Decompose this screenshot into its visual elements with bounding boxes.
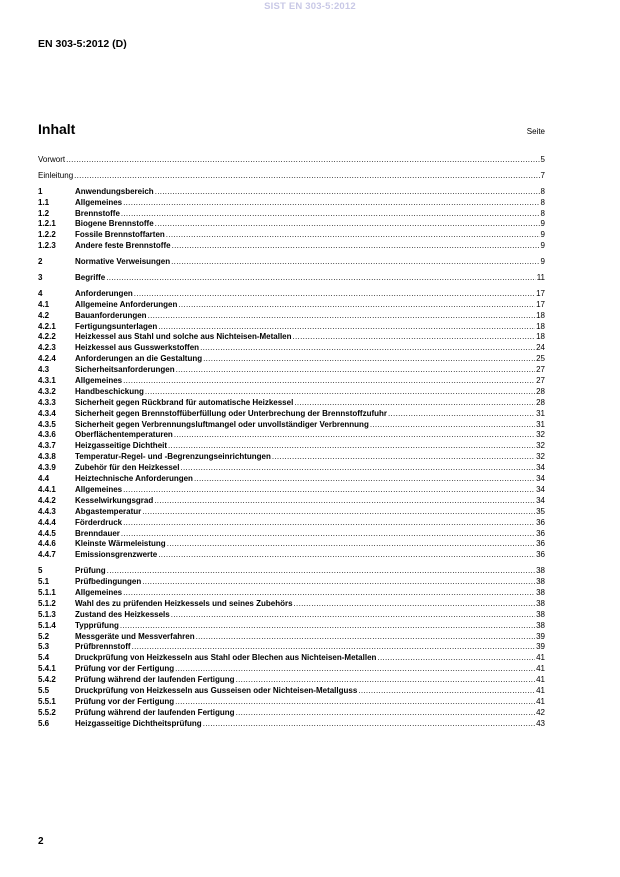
toc-entry-page: 32 <box>536 430 545 440</box>
toc-entry-number: 4.2.3 <box>38 343 56 353</box>
toc-entry-number: 2 <box>38 257 43 267</box>
toc-entry-page: 31 <box>536 408 545 418</box>
toc-leader-dots <box>121 209 540 220</box>
toc-heading: Inhalt <box>38 121 76 137</box>
toc-entry[interactable] <box>38 376 545 387</box>
toc-entry-title: Prüfung vor der Fertigung <box>75 664 175 674</box>
toc-entry[interactable] <box>38 219 545 230</box>
toc-entry-title: Fertigungsunterlagen <box>75 321 158 331</box>
toc-leader-dots <box>293 332 536 343</box>
toc-entry-page: 25 <box>536 354 545 364</box>
toc-entry[interactable] <box>38 539 545 550</box>
toc-entry-page: 32 <box>536 441 545 451</box>
toc-leader-dots <box>174 430 535 441</box>
toc-entry[interactable] <box>38 610 545 621</box>
toc-leader-dots <box>168 441 535 452</box>
toc-entry-title: Heizkessel aus Gusswerkstoffen <box>75 343 200 353</box>
toc-entry[interactable] <box>38 599 545 610</box>
toc-leader-dots <box>123 376 535 387</box>
toc-entry[interactable] <box>38 187 545 198</box>
toc-entry-number: 1.2.2 <box>38 230 56 240</box>
toc-entry[interactable] <box>38 322 545 333</box>
toc-entry-number: 5.4.2 <box>38 675 56 685</box>
toc-entry-title: Wahl des zu prüfenden Heizkessels und seines Zubehörs <box>75 598 293 608</box>
toc-entry-page: 18 <box>536 310 545 320</box>
toc-entry-page: 36 <box>536 517 545 527</box>
toc-entry[interactable] <box>38 566 545 577</box>
toc-leader-dots <box>370 420 535 431</box>
toc-entry-page: 9 <box>540 230 545 240</box>
toc-entry-title: Anforderungen an die Gestaltung <box>75 354 203 364</box>
toc-entry-number: 1.1 <box>38 197 50 207</box>
toc-leader-dots <box>175 664 535 675</box>
toc-entry-title: Heizgasseitige Dichtheit <box>75 441 168 451</box>
toc-entry-page: 18 <box>536 332 545 342</box>
toc-entry-page: 38 <box>536 620 545 630</box>
toc-entry-number: 4.3.4 <box>38 408 56 418</box>
toc-entry-page: 17 <box>536 288 545 298</box>
toc-entry-title: Typprüfung <box>75 620 119 630</box>
toc-entry-number: 4.4.6 <box>38 539 56 549</box>
document-id: EN 303-5:2012 (D) <box>38 38 127 50</box>
toc-entry-title: Anforderungen <box>75 288 133 298</box>
toc-entry-page: 8 <box>540 197 545 207</box>
toc-entry[interactable] <box>38 230 545 241</box>
toc-entry[interactable] <box>38 311 545 322</box>
toc-entry[interactable] <box>38 354 545 365</box>
toc-entry[interactable] <box>38 686 545 697</box>
toc-page-label: Seite <box>526 127 545 136</box>
toc-leader-dots <box>272 452 535 463</box>
toc-entry-page: 41 <box>536 653 545 663</box>
toc-entry[interactable] <box>38 550 545 561</box>
toc-entry-number: 4.4.3 <box>38 506 56 516</box>
toc-entry-page: 11 <box>536 273 545 283</box>
toc-entry-title: Anwendungsbereich <box>75 186 154 196</box>
toc-entry-page: 36 <box>536 539 545 549</box>
toc-entry[interactable] <box>38 697 545 708</box>
toc-leader-dots <box>106 273 535 284</box>
toc-entry-title: Oberflächentemperaturen <box>75 430 173 440</box>
toc-entry-title: Prüfung vor der Fertigung <box>75 696 175 706</box>
toc-entry[interactable] <box>38 155 545 166</box>
toc-entry-page: 28 <box>536 386 545 396</box>
toc-entry-number: 5.5.2 <box>38 707 56 717</box>
page-number: 2 <box>38 836 44 847</box>
toc-leader-dots <box>154 496 535 507</box>
toc-entry-title: Kleinste Wärmeleistung <box>75 539 166 549</box>
watermark: SIST EN 303-5:2012 <box>264 1 356 12</box>
toc-entry-number: 5.6 <box>38 718 50 728</box>
toc-entry[interactable] <box>38 171 545 182</box>
toc-entry[interactable] <box>38 365 545 376</box>
toc-entry[interactable] <box>38 409 545 420</box>
toc-entry-title: Begriffe <box>75 273 106 283</box>
toc-entry-page: 41 <box>536 696 545 706</box>
toc-entry-number: 4 <box>38 288 43 298</box>
toc-entry-number: 5.4 <box>38 653 50 663</box>
toc-leader-dots <box>123 588 535 599</box>
toc-leader-dots <box>145 387 535 398</box>
toc-entry-page: 42 <box>536 707 545 717</box>
toc-entry-number: 1.2 <box>38 208 50 218</box>
toc-entry-number: 4.4.4 <box>38 517 56 527</box>
toc-entry-title: Prüfung <box>75 566 106 576</box>
toc-leader-dots <box>74 171 539 182</box>
toc-entry-page: 5 <box>540 155 545 164</box>
toc-entry-title: Heiztechnische Anforderungen <box>75 474 193 484</box>
toc-entry-number: 4.4.1 <box>38 484 56 494</box>
toc-entry-number: 3 <box>38 273 43 283</box>
toc-entry-title: Emissionsgrenzwerte <box>75 550 158 560</box>
toc-entry[interactable] <box>38 257 545 268</box>
toc-leader-dots <box>134 289 535 300</box>
toc-entry-title: Zustand des Heizkessels <box>75 609 170 619</box>
toc-entry[interactable] <box>38 518 545 529</box>
toc-entry-title: Allgemeines <box>75 376 123 386</box>
toc-entry-number: 4.2.4 <box>38 354 56 364</box>
toc-entry-page: 18 <box>536 321 545 331</box>
toc-leader-dots <box>171 257 539 268</box>
toc-entry-page: 43 <box>536 718 545 728</box>
toc-entry-page: 34 <box>536 495 545 505</box>
toc-entry-page: 38 <box>536 587 545 597</box>
toc-leader-dots <box>203 354 535 365</box>
toc-leader-dots <box>294 599 536 610</box>
toc-entry-page: 34 <box>536 484 545 494</box>
toc-entry-title: Abgastemperatur <box>75 506 142 516</box>
toc-entry-title: Handbeschickung <box>75 386 144 396</box>
toc-leader-dots <box>66 155 539 166</box>
toc-entry-title: Allgemeines <box>75 197 123 207</box>
toc-leader-dots <box>194 474 535 485</box>
toc-leader-dots <box>155 187 540 198</box>
toc-entry[interactable] <box>38 398 545 409</box>
toc-entry-number: 5.3 <box>38 642 50 652</box>
toc-leader-dots <box>180 463 535 474</box>
toc-entry-number: 4.3.2 <box>38 386 56 396</box>
toc-entry-number: 4.3.1 <box>38 376 56 386</box>
toc-entry-page: 39 <box>536 642 545 652</box>
toc-leader-dots <box>158 322 535 333</box>
toc-entry-number: 4.1 <box>38 299 50 309</box>
toc-entry-number: 1 <box>38 186 43 196</box>
toc-entry[interactable] <box>38 273 545 284</box>
toc-leader-dots <box>167 539 535 550</box>
toc-entry-title: Druckprüfung von Heizkesseln aus Stahl oder Blechen aus Nichteisen-Metallen <box>75 653 377 663</box>
toc-leader-dots <box>196 632 535 643</box>
toc-entry[interactable] <box>38 653 545 664</box>
toc-entry-title: Heizgasseitige Dichtheitsprüfung <box>75 718 202 728</box>
toc-entry-page: 8 <box>540 208 545 218</box>
toc-entry-number: 4.4.7 <box>38 550 56 560</box>
toc-entry-page: 32 <box>536 452 545 462</box>
toc-entry[interactable] <box>38 719 545 730</box>
toc-entry[interactable] <box>38 675 545 686</box>
toc-leader-dots <box>155 219 540 230</box>
toc-entry-title: Sicherheit gegen Brennstoffüberfüllung oder Unterbrechung der Brennstoffzufuhr <box>75 408 388 418</box>
toc-entry-title: Sicherheit gegen Rückbrand für automatische Heizkessel <box>75 397 294 407</box>
toc-leader-dots <box>107 566 535 577</box>
toc-leader-dots <box>358 686 535 697</box>
toc-entry-number: 4.3.8 <box>38 452 56 462</box>
toc-entry-page: 34 <box>536 463 545 473</box>
table-of-contents <box>38 155 545 730</box>
toc-entry-number: 5.1 <box>38 577 50 587</box>
toc-entry[interactable] <box>38 529 545 540</box>
toc-entry-title: Messgeräte und Messverfahren <box>75 631 195 641</box>
toc-entry-page: 38 <box>536 577 545 587</box>
toc-entry-number: 4.2.1 <box>38 321 56 331</box>
toc-entry[interactable] <box>38 387 545 398</box>
toc-leader-dots <box>132 642 536 653</box>
toc-entry-number: 4.3.9 <box>38 463 56 473</box>
toc-entry-title: Andere feste Brennstoffe <box>75 241 171 251</box>
toc-entry[interactable] <box>38 198 545 209</box>
toc-entry-title: Fossile Brennstoffarten <box>75 230 165 240</box>
toc-entry[interactable] <box>38 632 545 643</box>
toc-entry[interactable] <box>38 621 545 632</box>
toc-leader-dots <box>171 610 535 621</box>
toc-entry[interactable] <box>38 474 545 485</box>
toc-entry-number: 4.3.6 <box>38 430 56 440</box>
toc-entry-page: 31 <box>536 419 545 429</box>
toc-entry-number: 5.5.1 <box>38 696 56 706</box>
toc-leader-dots <box>236 708 536 719</box>
toc-entry[interactable] <box>38 507 545 518</box>
toc-entry-title: Druckprüfung von Heizkesseln aus Gusseisen oder Nichteisen-Metallguss <box>75 685 358 695</box>
toc-entry-page: 28 <box>536 397 545 407</box>
toc-entry-title: Sicherheit gegen Verbrennungsluftmangel oder unvollständiger Verbrennung <box>75 419 369 429</box>
toc-entry-page: 9 <box>540 241 545 251</box>
toc-entry-number: 5.1.3 <box>38 609 56 619</box>
toc-entry-page: 41 <box>536 675 545 685</box>
toc-entry-number: 4.4.2 <box>38 495 56 505</box>
toc-entry-number: 4.3 <box>38 365 50 375</box>
toc-leader-dots <box>121 529 535 540</box>
toc-entry-number: 1.2.3 <box>38 241 56 251</box>
toc-leader-dots <box>172 241 540 252</box>
toc-entry-number: 4.3.7 <box>38 441 56 451</box>
toc-entry-title: Bauanforderungen <box>75 310 147 320</box>
toc-leader-dots <box>176 365 536 376</box>
toc-entry-page: 41 <box>536 685 545 695</box>
toc-entry-title: Allgemeines <box>75 484 123 494</box>
toc-entry[interactable] <box>38 430 545 441</box>
toc-leader-dots <box>120 621 535 632</box>
toc-entry-number: 4.3.3 <box>38 397 56 407</box>
toc-entry-title: Sicherheitsanforderungen <box>75 365 175 375</box>
toc-leader-dots <box>200 343 535 354</box>
toc-leader-dots <box>294 398 535 409</box>
toc-entry[interactable] <box>38 642 545 653</box>
toc-entry-number: 4.4 <box>38 474 50 484</box>
toc-entry[interactable] <box>38 300 545 311</box>
toc-entry-title: Vorwort <box>38 155 66 164</box>
toc-entry[interactable] <box>38 343 545 354</box>
toc-entry-page: 27 <box>536 365 545 375</box>
toc-entry-page: 39 <box>536 631 545 641</box>
toc-entry-title: Prüfung während der laufenden Fertigung <box>75 707 235 717</box>
toc-entry[interactable] <box>38 577 545 588</box>
toc-entry-number: 5 <box>38 566 43 576</box>
toc-entry-number: 4.2 <box>38 310 50 320</box>
toc-entry-title: Allgemeine Anforderungen <box>75 299 178 309</box>
toc-entry-page: 27 <box>536 376 545 386</box>
toc-entry-number: 4.2.2 <box>38 332 56 342</box>
toc-leader-dots <box>203 719 535 730</box>
toc-leader-dots <box>175 697 535 708</box>
toc-entry[interactable] <box>38 452 545 463</box>
toc-entry[interactable] <box>38 441 545 452</box>
toc-entry-title: Brennstoffe <box>75 208 120 218</box>
toc-leader-dots <box>158 550 535 561</box>
toc-entry-title: Temperatur-Regel- und -Begrenzungseinrichtungen <box>75 452 271 462</box>
toc-entry-title: Prüfbrennstoff <box>75 642 131 652</box>
toc-entry-page: 38 <box>536 598 545 608</box>
toc-entry-title: Kesselwirkungsgrad <box>75 495 154 505</box>
toc-entry-title: Prüfbedingungen <box>75 577 142 587</box>
toc-entry-title: Biogene Brennstoffe <box>75 219 154 229</box>
toc-entry[interactable] <box>38 485 545 496</box>
toc-entry-title: Brenndauer <box>75 528 120 538</box>
toc-entry-number: 4.3.5 <box>38 419 56 429</box>
toc-entry-page: 9 <box>540 219 545 229</box>
toc-entry-number: 5.2 <box>38 631 50 641</box>
toc-entry-title: Normative Verweisungen <box>75 257 171 267</box>
toc-entry[interactable] <box>38 664 545 675</box>
toc-entry-title: Prüfung während der laufenden Fertigung <box>75 675 235 685</box>
toc-entry-number: 1.2.1 <box>38 219 56 229</box>
toc-leader-dots <box>236 675 536 686</box>
toc-entry-page: 38 <box>536 609 545 619</box>
toc-entry-page: 9 <box>540 257 545 267</box>
toc-entry-title: Zubehör für den Heizkessel <box>75 463 180 473</box>
toc-leader-dots <box>123 518 535 529</box>
toc-leader-dots <box>148 311 536 322</box>
toc-entry-page: 7 <box>540 170 545 180</box>
toc-entry[interactable] <box>38 463 545 474</box>
toc-leader-dots <box>166 230 540 241</box>
toc-entry-page: 17 <box>536 299 545 309</box>
toc-leader-dots <box>123 198 539 209</box>
toc-entry[interactable] <box>38 420 545 431</box>
toc-entry[interactable] <box>38 289 545 300</box>
toc-entry[interactable] <box>38 708 545 719</box>
toc-entry-page: 35 <box>536 506 545 516</box>
toc-entry-page: 8 <box>540 186 545 196</box>
toc-entry[interactable] <box>38 241 545 252</box>
toc-entry[interactable] <box>38 496 545 507</box>
toc-entry-title: Heizkessel aus Stahl und solche aus Nichteisen-Metallen <box>75 332 292 342</box>
toc-entry-title: Einleitung <box>38 170 74 180</box>
toc-entry-page: 36 <box>536 550 545 560</box>
toc-entry-title: Allgemeines <box>75 587 123 597</box>
toc-entry-number: 5.4.1 <box>38 664 56 674</box>
toc-leader-dots <box>388 409 535 420</box>
toc-entry[interactable] <box>38 332 545 343</box>
toc-entry-page: 34 <box>536 474 545 484</box>
toc-entry[interactable] <box>38 588 545 599</box>
toc-entry-page: 36 <box>536 528 545 538</box>
toc-leader-dots <box>142 577 535 588</box>
toc-entry-page: 24 <box>536 343 545 353</box>
toc-leader-dots <box>123 485 535 496</box>
toc-entry-number: 4.4.5 <box>38 528 56 538</box>
toc-entry-page: 38 <box>536 566 545 576</box>
toc-entry[interactable] <box>38 209 545 220</box>
toc-entry-number: 5.1.2 <box>38 598 56 608</box>
toc-leader-dots <box>142 507 535 518</box>
toc-entry-number: 5.1.4 <box>38 620 56 630</box>
toc-entry-number: 5.1.1 <box>38 587 56 597</box>
toc-leader-dots <box>377 653 535 664</box>
toc-entry-page: 41 <box>536 664 545 674</box>
toc-leader-dots <box>178 300 535 311</box>
toc-entry-number: 5.5 <box>38 685 50 695</box>
toc-entry-title: Förderdruck <box>75 517 123 527</box>
